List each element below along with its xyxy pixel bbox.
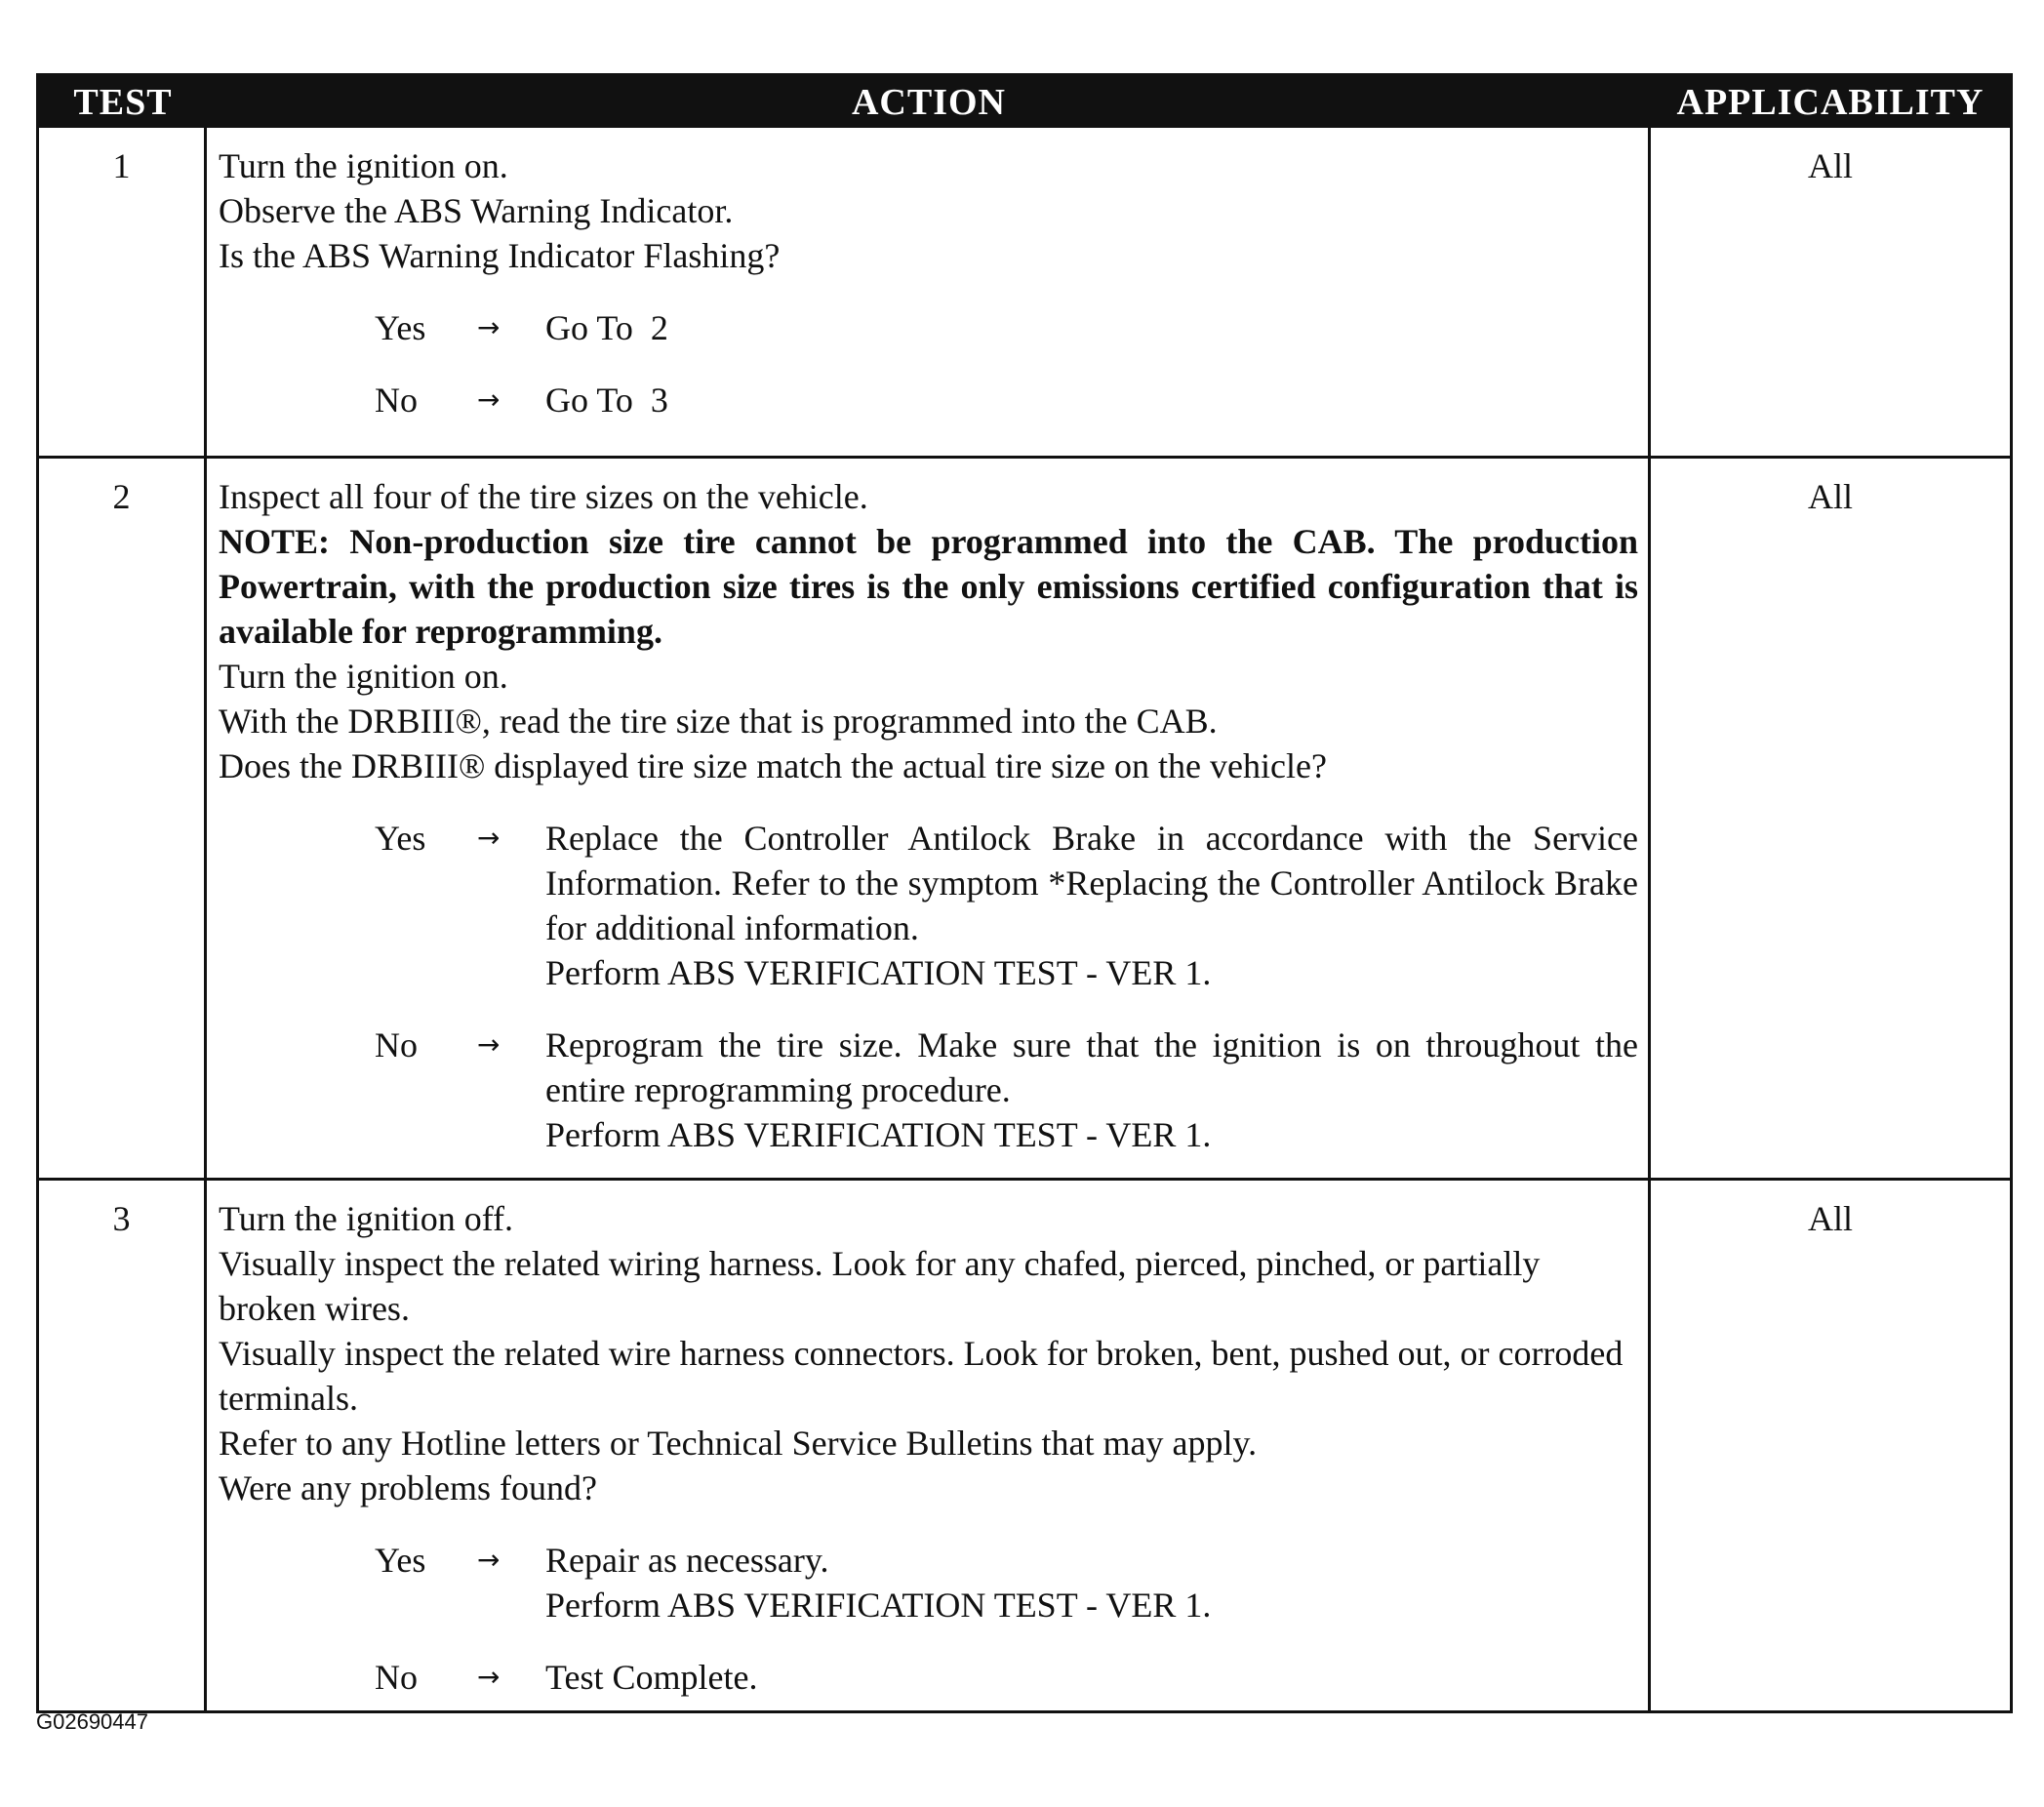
yes-label: Yes bbox=[375, 308, 426, 347]
table-row bbox=[39, 1178, 2010, 1710]
result-line: Perform ABS VERIFICATION TEST - VER 1. bbox=[545, 953, 1212, 992]
table-row bbox=[39, 456, 2010, 1178]
result-line: Go To 3 bbox=[545, 381, 668, 420]
no-label: No bbox=[375, 381, 418, 420]
arrow-icon: → bbox=[477, 1661, 501, 1693]
no-branch bbox=[219, 1023, 1638, 1157]
test-number: 1 bbox=[39, 128, 207, 456]
header-applicability: APPLICABILITY bbox=[1676, 81, 1984, 123]
action-line: Observe the ABS Warning Indicator. bbox=[219, 191, 734, 230]
applicability-value: All bbox=[1807, 477, 1853, 516]
arrow-icon: → bbox=[477, 822, 501, 854]
action-line: Turn the ignition on. bbox=[219, 657, 508, 696]
result-line: Test Complete. bbox=[545, 1658, 758, 1697]
action-line: Does the DRBIII® displayed tire size match the actual tire size on the vehicle? bbox=[219, 746, 1327, 785]
arrow-icon: → bbox=[477, 311, 501, 343]
result-line: Go To 2 bbox=[545, 308, 668, 347]
yes-branch bbox=[219, 305, 1638, 350]
action-line: Refer to any Hotline letters or Technical Service Bulletins that may apply. bbox=[219, 1424, 1258, 1463]
action-cell bbox=[207, 1181, 1651, 1710]
table-header bbox=[39, 76, 2010, 128]
result-line: Reprogram the tire size. Make sure that the ignition is on throughout the entire reprogramming procedure. bbox=[545, 1025, 1638, 1109]
action-cell bbox=[207, 128, 1651, 456]
no-label: No bbox=[375, 1658, 418, 1697]
yes-branch bbox=[219, 1538, 1638, 1627]
no-branch bbox=[219, 1655, 1638, 1700]
no-result bbox=[545, 378, 1638, 422]
yes-label: Yes bbox=[375, 819, 426, 858]
action-line: Visually inspect the related wiring harness. Look for any chafed, pierced, pinched, or partially broken wires. bbox=[219, 1244, 1541, 1328]
action-line: Visually inspect the related wire harness connectors. Look for broken, bent, pushed out, or corroded terminals. bbox=[219, 1334, 1623, 1418]
action-line: Were any problems found? bbox=[219, 1468, 597, 1507]
yes-branch bbox=[219, 816, 1638, 995]
yes-result bbox=[545, 1538, 1638, 1627]
header-test: TEST bbox=[73, 81, 173, 123]
header-action: ACTION bbox=[851, 81, 1007, 123]
action-line: Inspect all four of the tire sizes on the vehicle. bbox=[219, 477, 868, 516]
no-branch bbox=[219, 378, 1638, 422]
diagnostic-test-table bbox=[36, 73, 2013, 1713]
applicability-value: All bbox=[1807, 1199, 1853, 1238]
no-result bbox=[545, 1023, 1638, 1157]
figure-code: G02690447 bbox=[36, 1709, 148, 1734]
test-number: 2 bbox=[39, 459, 207, 1178]
action-cell bbox=[207, 459, 1651, 1178]
action-line: With the DRBIII®, read the tire size that is programmed into the CAB. bbox=[219, 702, 1218, 741]
test-number: 3 bbox=[39, 1181, 207, 1710]
arrow-icon: → bbox=[477, 383, 501, 416]
no-result bbox=[545, 1655, 1638, 1700]
table-row bbox=[39, 128, 2010, 456]
note-text: NOTE: Non-production size tire cannot be programmed into the CAB. The production Powertrain, with the production size tires is the only emissions certified configuration that is available for reprogramming. bbox=[219, 522, 1638, 651]
applicability-value: All bbox=[1807, 146, 1853, 185]
result-line: Repair as necessary. bbox=[545, 1541, 829, 1580]
action-line: Turn the ignition on. bbox=[219, 146, 508, 185]
no-label: No bbox=[375, 1025, 418, 1064]
yes-label: Yes bbox=[375, 1541, 426, 1580]
action-line: Turn the ignition off. bbox=[219, 1199, 514, 1238]
action-line: Is the ABS Warning Indicator Flashing? bbox=[219, 236, 781, 275]
arrow-icon: → bbox=[477, 1028, 501, 1061]
yes-result bbox=[545, 816, 1638, 995]
result-line: Perform ABS VERIFICATION TEST - VER 1. bbox=[545, 1115, 1212, 1154]
yes-result bbox=[545, 305, 1638, 350]
result-line: Perform ABS VERIFICATION TEST - VER 1. bbox=[545, 1586, 1212, 1625]
result-line: Replace the Controller Antilock Brake in accordance with the Service Information. Refer to the symptom *Replacing the Controller Antilock Brake for additional information. bbox=[545, 819, 1638, 947]
arrow-icon: → bbox=[477, 1544, 501, 1576]
